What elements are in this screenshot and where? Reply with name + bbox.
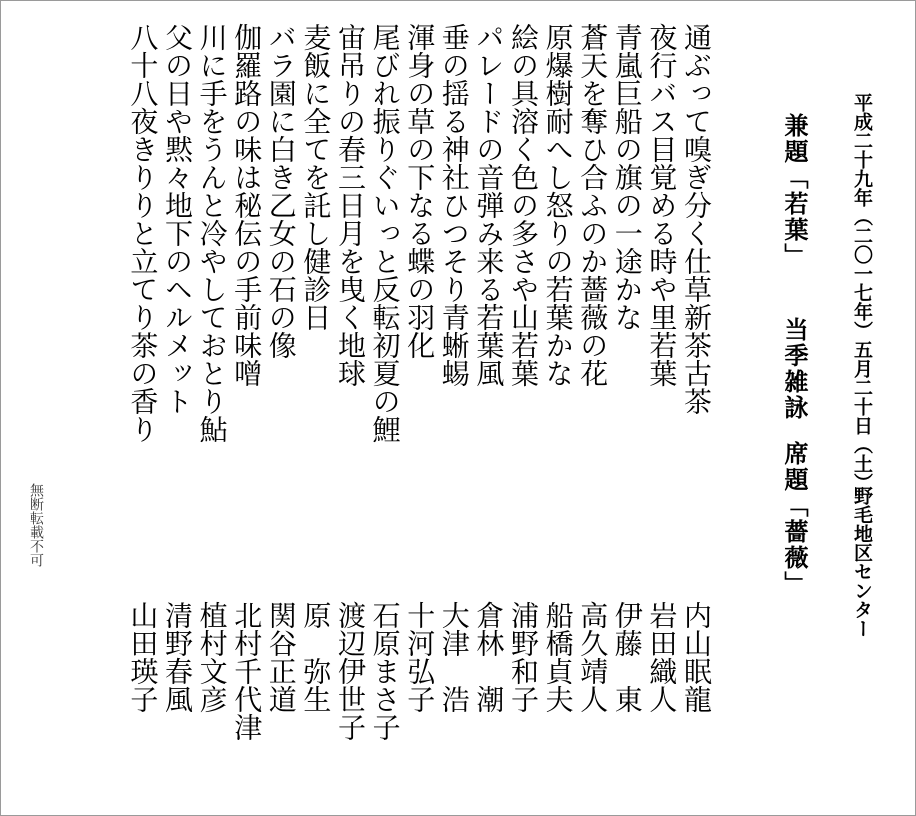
haiku-text: 原爆樹耐へし怒りの若葉かな (541, 23, 575, 387)
haiku-text: 尾びれ振りぐいっと反転初夏の鯉 (368, 23, 402, 443)
author-name: 原 弥生 (299, 601, 333, 713)
haiku-text: 青嵐巨船の旗の一途かな (610, 23, 644, 331)
author-name: 石原まさ子 (368, 601, 402, 741)
haiku-text: 絵の具溶く色の多さや山若葉 (507, 23, 540, 387)
haiku-text: 川に手をうんと冷やしておとり鮎 (195, 23, 229, 443)
author-name: 植村文彦 (195, 601, 229, 713)
haiku-text: 父の日や黙々地下のヘルメット (161, 23, 194, 415)
author-name: 関谷正道 (264, 601, 298, 713)
haiku-text: 通ぶって嗅ぎ分く仕草新茶古茶 (680, 23, 713, 415)
author-name: 高久靖人 (576, 601, 610, 713)
haiku-text: 八十八夜きりりと立てり茶の香り (126, 23, 160, 443)
author-name: 清野春風 (161, 601, 194, 713)
author-name: 内山眠龍 (680, 601, 713, 713)
event-date: 平成二十九年（二〇一七年）五月二十日（土） (851, 93, 873, 492)
haiku-text: 宙吊りの春三日月を曳く地球 (334, 23, 367, 387)
haiku-text: 麦飯に全てを託し健診日 (299, 23, 333, 331)
copyright-notice: 無断転載不可 (28, 483, 44, 567)
haiku-text: 夜行バス目覚める時や里若葉 (645, 23, 679, 387)
haiku-text: 蒼天を奪ひ合ふのか薔薇の花 (576, 23, 610, 387)
haiku-text: 垂の揺る神社ひつそり青蜥蜴 (437, 23, 471, 387)
event-venue: 野毛地区センター (851, 486, 873, 638)
author-name: 伊藤 東 (610, 601, 644, 713)
author-name: 渡辺伊世子 (334, 601, 367, 741)
author-name: 大津 浩 (437, 601, 471, 713)
author-name: 倉林 潮 (472, 601, 506, 713)
haiku-text: パレードの音弾み来る若葉風 (472, 23, 506, 387)
author-name: 岩田織人 (645, 601, 679, 713)
author-name: 北村千代津 (230, 601, 264, 741)
haiku-text: バラ園に白き乙女の石の像 (264, 23, 298, 359)
author-name: 山田瑛子 (126, 601, 160, 713)
author-name: 船橋貞夫 (541, 601, 575, 713)
author-name: 十河弘子 (403, 601, 437, 713)
haiku-text: 渾身の草の下なる蝶の羽化 (403, 23, 437, 359)
author-name: 浦野和子 (507, 601, 540, 713)
topic-toki: 当季雑詠 (780, 317, 809, 421)
haiku-text: 伽羅路の味は秘伝の手前味噌 (230, 23, 264, 387)
topic-sekidai: 席題「薔薇」 (780, 441, 809, 597)
topic-kendai: 兼題「若葉」 (780, 113, 809, 269)
